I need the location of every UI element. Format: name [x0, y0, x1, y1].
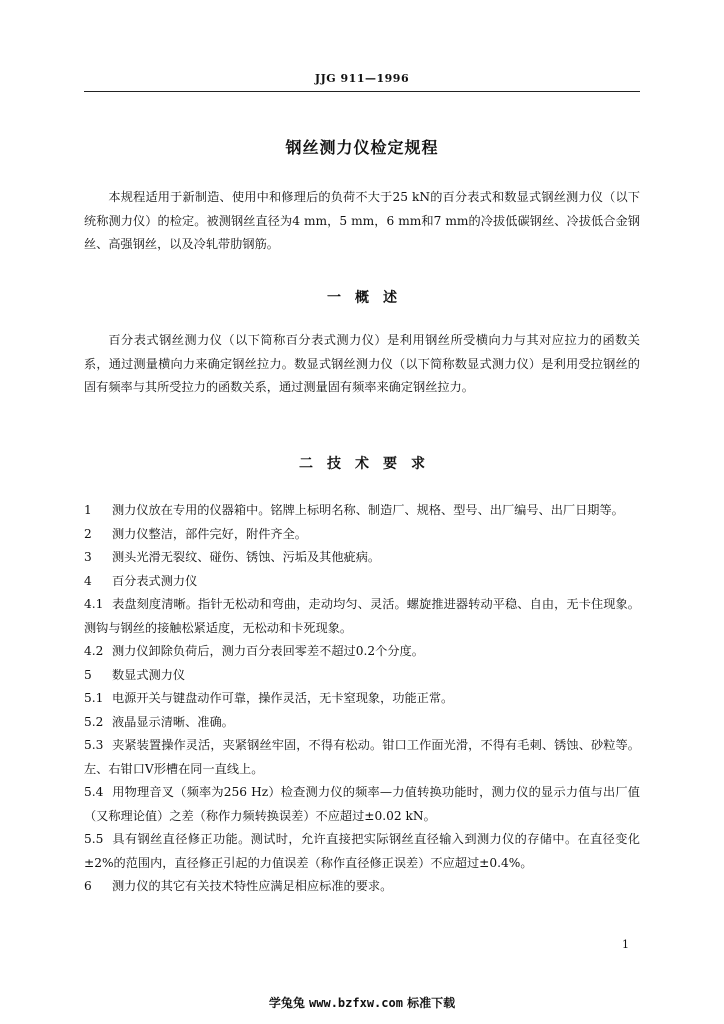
requirements-list	[84, 499, 640, 899]
page-number: 1	[622, 938, 629, 951]
footer-prefix: 学兔兔	[268, 996, 305, 1010]
intro-paragraph: 本规程适用于新制造、使用中和修理后的负荷不大于25 kN的百分表式和数显式钢丝测力仪（以下统称测力仪）的检定。被测钢丝直径为4 mm，5 mm，6 mm和7 mm的冷拔低碳钢丝、冷拔低合金钢丝、高强钢丝，以及冷轧带肋钢筋。	[84, 190, 640, 251]
list-item: 3 测头光滑无裂纹、碰伤、锈蚀、污垢及其他疵病。	[84, 550, 381, 564]
list-item: 4 百分表式测力仪	[84, 573, 198, 588]
list-item: 5.3 夹紧装置操作灵活，夹紧钢丝牢固，不得有松动。钳口工作面光滑，不得有毛刺、锈蚀、砂粒等。左、右钳口V形槽在同一直线上。	[84, 738, 640, 776]
list-item: 2 测力仪整洁，部件完好，附件齐全。	[84, 526, 307, 541]
intro-block	[84, 186, 640, 257]
section-technical-title: 二 技 术 要 求	[299, 456, 425, 472]
list-item: 1 测力仪放在专用的仪器箱中。铭牌上标明名称、制造厂、规格、型号、出厂编号、出厂日期等。	[84, 503, 624, 517]
list-item: 5.1 电源开关与键盘动作可靠，操作灵活，无卡窒现象，功能正常。	[84, 691, 454, 705]
list-item: 5 数显式测力仪	[84, 667, 186, 682]
list-item: 4.1 表盘刻度清晰。指针无松动和弯曲，走动均匀、灵活。螺旋推进器转动平稳、自由，无卡住现象。测钩与钢丝的接触松紧适度，无松动和卡死现象。	[84, 597, 640, 635]
document-title: 钢丝测力仪检定规程	[285, 138, 439, 157]
list-item: 5.4 用物理音叉（频率为256 Hz）检查测力仪的频率—力值转换功能时，测力仪的显示力值与出厂值（又称理论值）之差（称作力频转换误差）不应超过±0.02 kN。	[84, 785, 640, 823]
footer-watermark	[0, 994, 724, 1011]
overview-block	[84, 329, 640, 400]
footer-url: www.bzfxw.com	[309, 996, 403, 1010]
list-item: 5.2 液晶显示清晰、准确。	[84, 714, 234, 729]
footer-suffix: 标准下载	[407, 996, 456, 1010]
overview-paragraph: 百分表式钢丝测力仪（以下简称百分表式测力仪）是利用钢丝所受横向力与其对应拉力的函数关系，通过测量横向力来确定钢丝拉力。数显式钢丝测力仪（以下简称数显式测力仪）是利用受拉钢丝的固有频率与其所受拉力的函数关系，通过测量固有频率来确定钢丝拉力。	[84, 333, 640, 394]
header-rule	[84, 91, 640, 92]
section-overview-title: 一 概 述	[327, 290, 397, 306]
list-item: 5.5 具有钢丝直径修正功能。测试时，允许直接把实际钢丝直径输入到测力仪的存储中。在直径变化±2%的范围内，直径修正引起的力值误差（称作直径修正误差）不应超过±0.4%。	[84, 832, 640, 870]
list-item: 4.2 测力仪卸除负荷后，测力百分表回零差不超过0.2个分度。	[84, 644, 424, 658]
list-item: 6 测力仪的其它有关技术特性应满足相应标准的要求。	[84, 879, 393, 893]
standard-code: JJG 911—1996	[314, 72, 410, 85]
